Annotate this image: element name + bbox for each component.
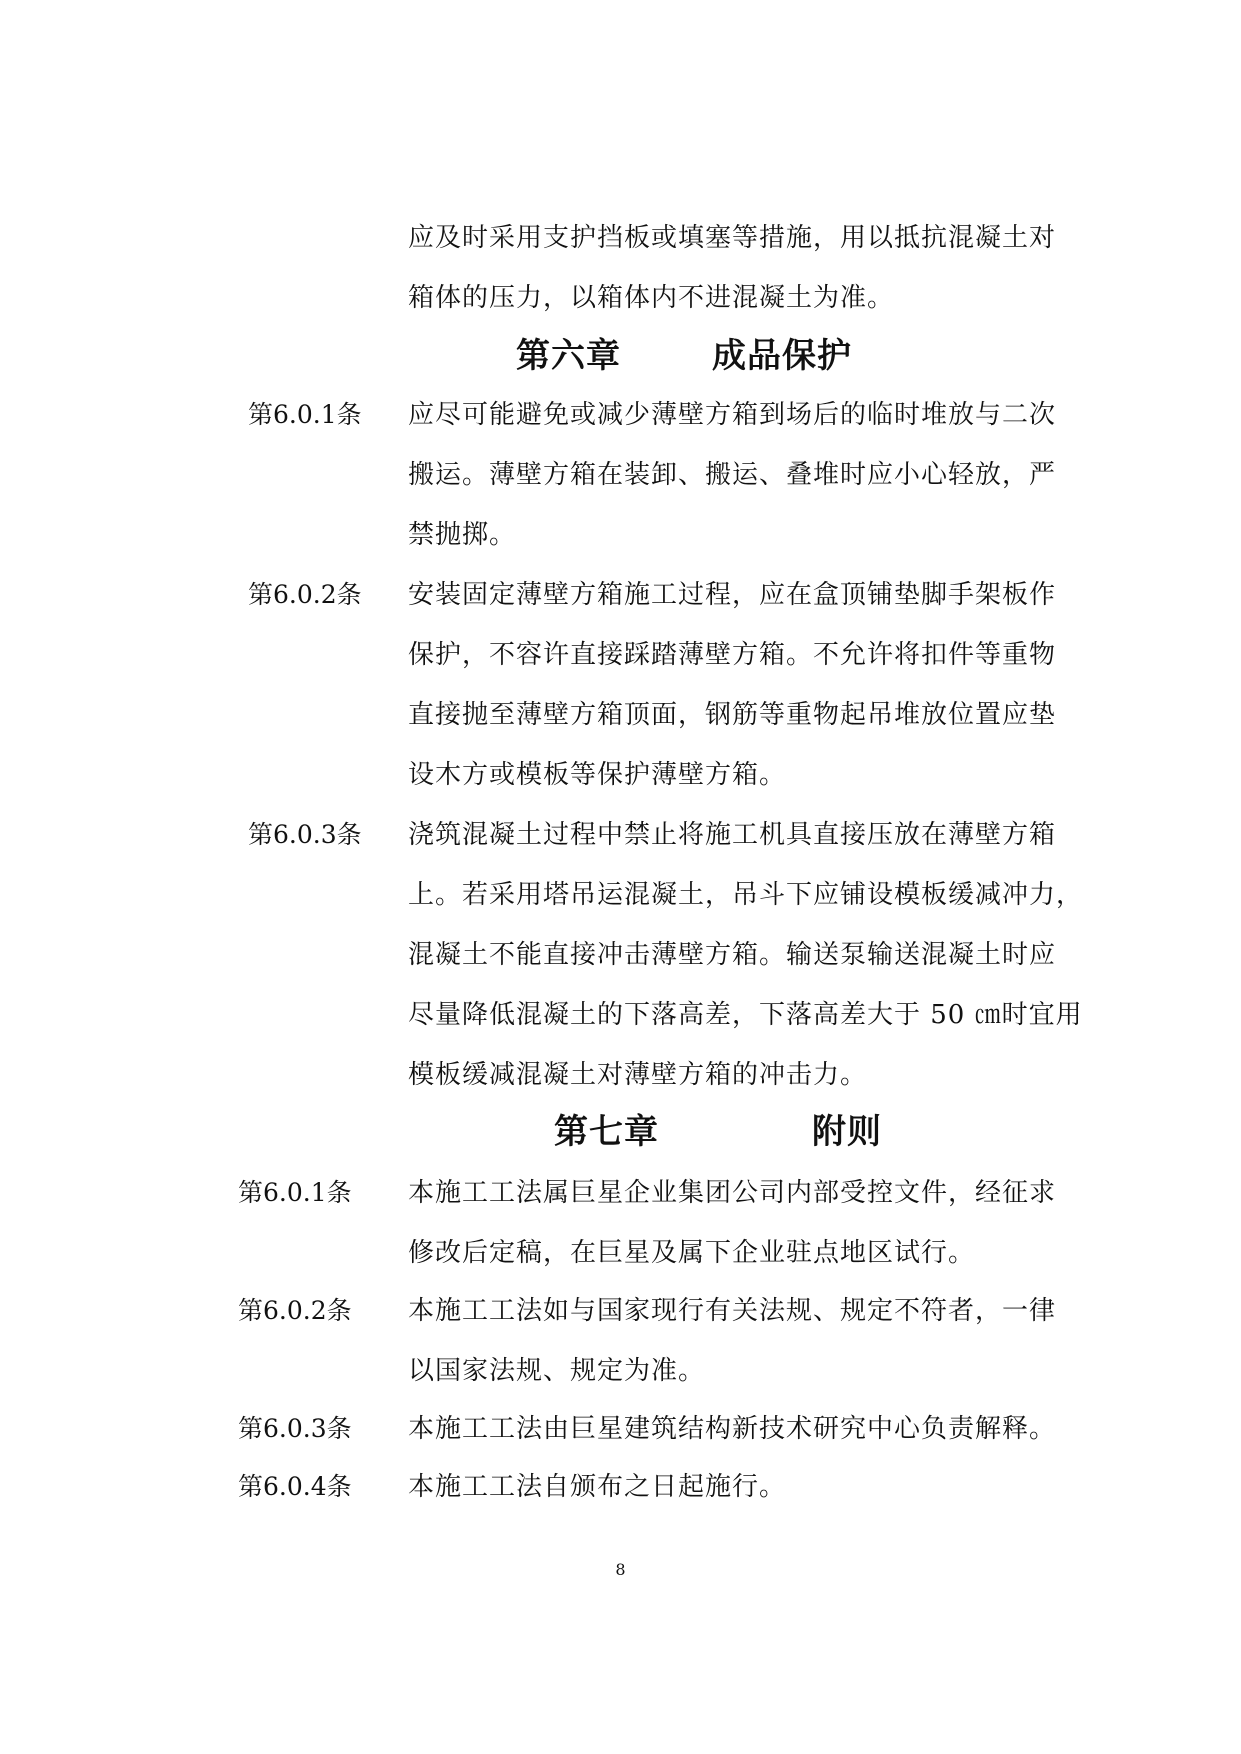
article-label: 第6.0.3条	[238, 1414, 352, 1443]
article-line: 安装固定薄壁方箱施工过程，应在盒顶铺垫脚手架板作	[408, 580, 1057, 610]
article-line: 设木方或模板等保护薄壁方箱。	[408, 760, 787, 790]
intro-line: 应及时采用支护挡板或填塞等措施，用以抵抗混凝土对	[408, 223, 1057, 253]
chapter7-number: 第七章	[554, 1112, 659, 1152]
article-line: 本施工工法属巨星企业集团公司内部受控文件，经征求	[408, 1178, 1057, 1208]
article-line: 模板缓减混凝土对薄壁方箱的冲击力。	[408, 1060, 868, 1090]
chapter6-title: 成品保护	[712, 336, 852, 376]
article-line: 混凝土不能直接冲击薄壁方箱。输送泵输送混凝土时应	[408, 940, 1057, 970]
chapter6-number: 第六章	[516, 336, 621, 376]
article-label: 第6.0.4条	[238, 1472, 352, 1501]
article-label: 第6.0.2条	[238, 1296, 352, 1325]
chapter7-title: 附则	[812, 1112, 882, 1152]
article-line: 本施工工法自颁布之日起施行。	[408, 1472, 787, 1502]
article-label: 第6.0.3条	[248, 820, 362, 849]
article-line: 直接抛至薄壁方箱顶面，钢筋等重物起吊堆放位置应垫	[408, 700, 1057, 730]
page-number: 8	[615, 1560, 626, 1579]
article-line: 以国家法规、规定为准。	[408, 1356, 706, 1386]
article-line: 搬运。薄壁方箱在装卸、搬运、叠堆时应小心轻放，严	[408, 460, 1057, 490]
article-label: 第6.0.1条	[248, 400, 362, 429]
intro-line: 箱体的压力，以箱体内不进混凝土为准。	[408, 283, 895, 313]
article-line: 尽量降低混凝土的下落高差，下落高差大于 50 ㎝时宜用	[408, 1000, 1083, 1030]
article-line: 上。若采用塔吊运混凝土，吊斗下应铺设模板缓减冲力，	[408, 880, 1084, 910]
article-label: 第6.0.1条	[238, 1178, 352, 1207]
article-label: 第6.0.2条	[248, 580, 362, 609]
article-line: 应尽可能避免或减少薄壁方箱到场后的临时堆放与二次	[408, 400, 1057, 430]
article-line: 本施工工法如与国家现行有关法规、规定不符者，一律	[408, 1296, 1057, 1326]
article-line: 本施工工法由巨星建筑结构新技术研究中心负责解释。	[408, 1414, 1057, 1444]
article-line: 禁抛掷。	[408, 520, 517, 550]
article-line: 修改后定稿，在巨星及属下企业驻点地区试行。	[408, 1238, 976, 1268]
article-line: 浇筑混凝土过程中禁止将施工机具直接压放在薄壁方箱	[408, 820, 1057, 850]
article-line: 保护，不容许直接踩踏薄壁方箱。不允许将扣件等重物	[408, 640, 1057, 670]
